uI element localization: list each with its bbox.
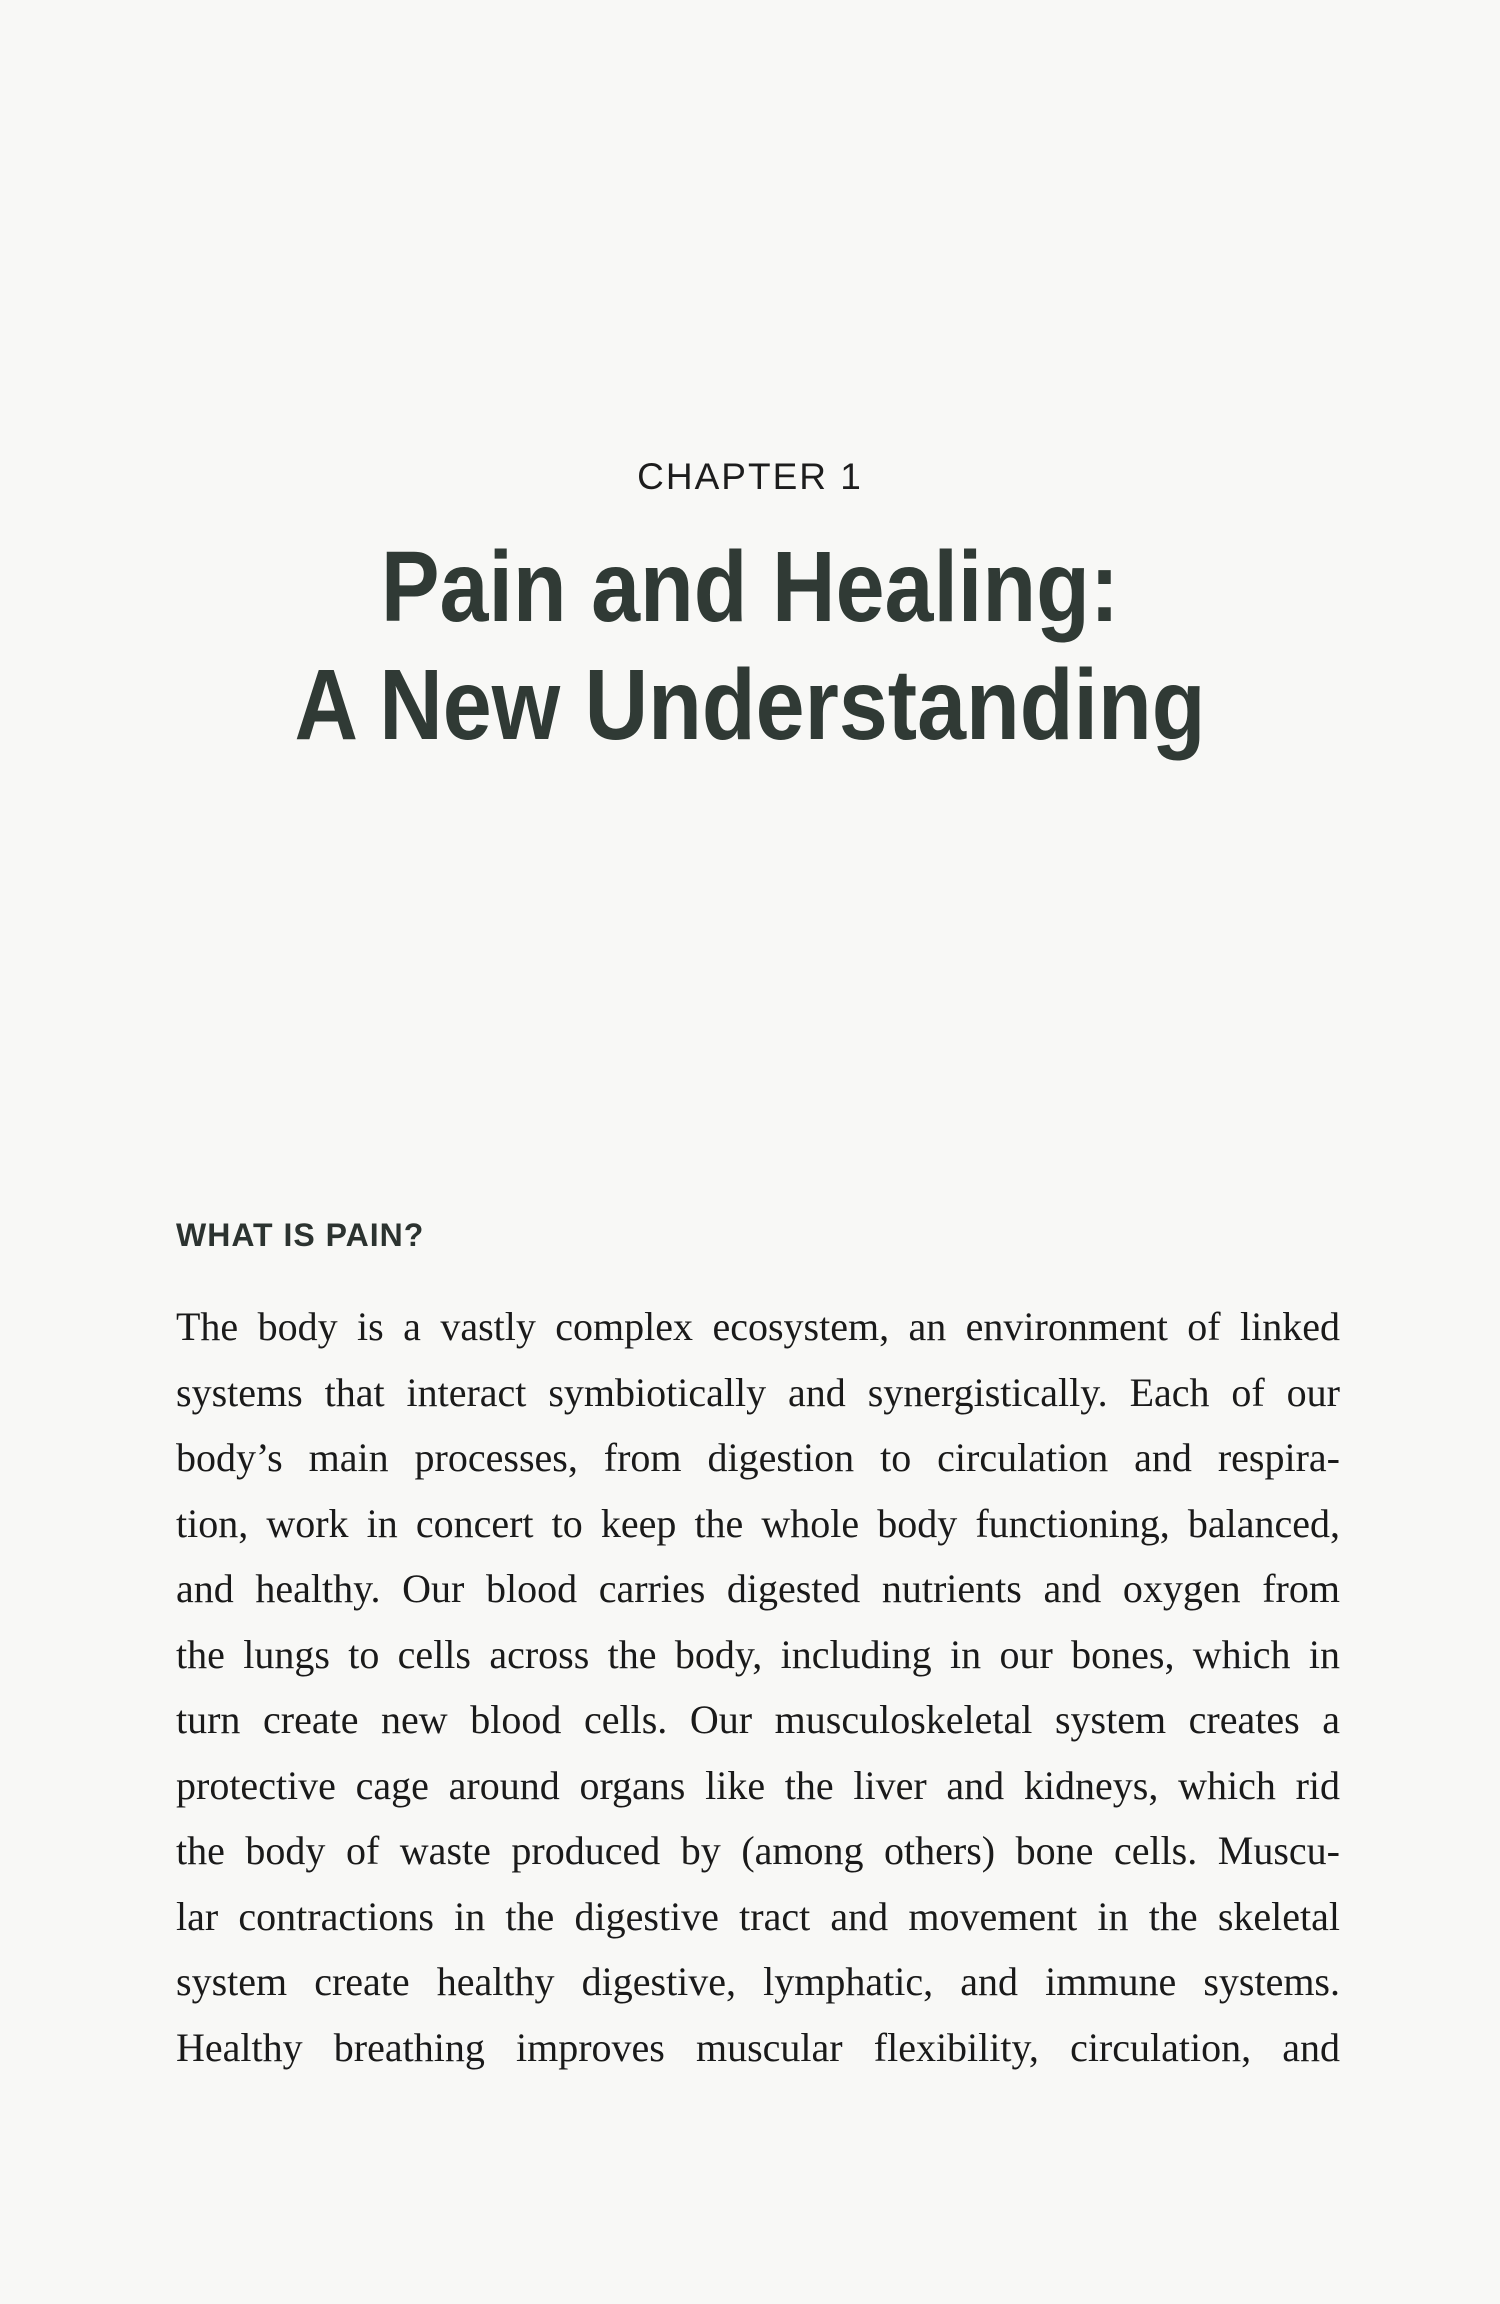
paragraph-line: protective cage around organs like the liver and kidneys, which rid xyxy=(176,1762,1340,1808)
paragraph-line: the lungs to cells across the body, including in our bones, which in xyxy=(176,1631,1340,1677)
chapter-title xyxy=(90,528,1410,764)
paragraph-line: tion, work in concert to keep the whole body functioning, balanced, xyxy=(176,1500,1340,1546)
paragraph-line: The body is a vastly complex ecosystem, an environment of linked xyxy=(176,1304,1340,1349)
paragraph-line: system create healthy digestive, lymphatic, and immune systems. xyxy=(176,1959,1340,2004)
paragraph-line: systems that interact symbiotically and synergistically. Each of our xyxy=(176,1369,1340,1415)
paragraph-line: and healthy. Our blood carries digested nutrients and oxygen from xyxy=(176,1566,1340,1611)
body-paragraph xyxy=(176,1294,1340,2080)
paragraph-line: body’s main processes, from digestion to circulation and respira- xyxy=(176,1435,1340,1480)
section-heading: WHAT IS PAIN? xyxy=(176,1217,425,1253)
chapter-title-line: Pain and Healing: xyxy=(380,531,1120,643)
paragraph-line: lar contractions in the digestive tract and movement in the skeletal xyxy=(176,1893,1340,1939)
paragraph-line: Healthy breathing improves muscular flexibility, circulation, and xyxy=(176,2024,1340,2070)
chapter-title-line: A New Understanding xyxy=(294,649,1206,761)
chapter-label: CHAPTER 1 xyxy=(637,456,863,497)
paragraph-line: turn create new blood cells. Our musculoskeletal system creates a xyxy=(176,1697,1340,1742)
paragraph-line: the body of waste produced by (among others) bone cells. Muscu- xyxy=(176,1828,1340,1873)
